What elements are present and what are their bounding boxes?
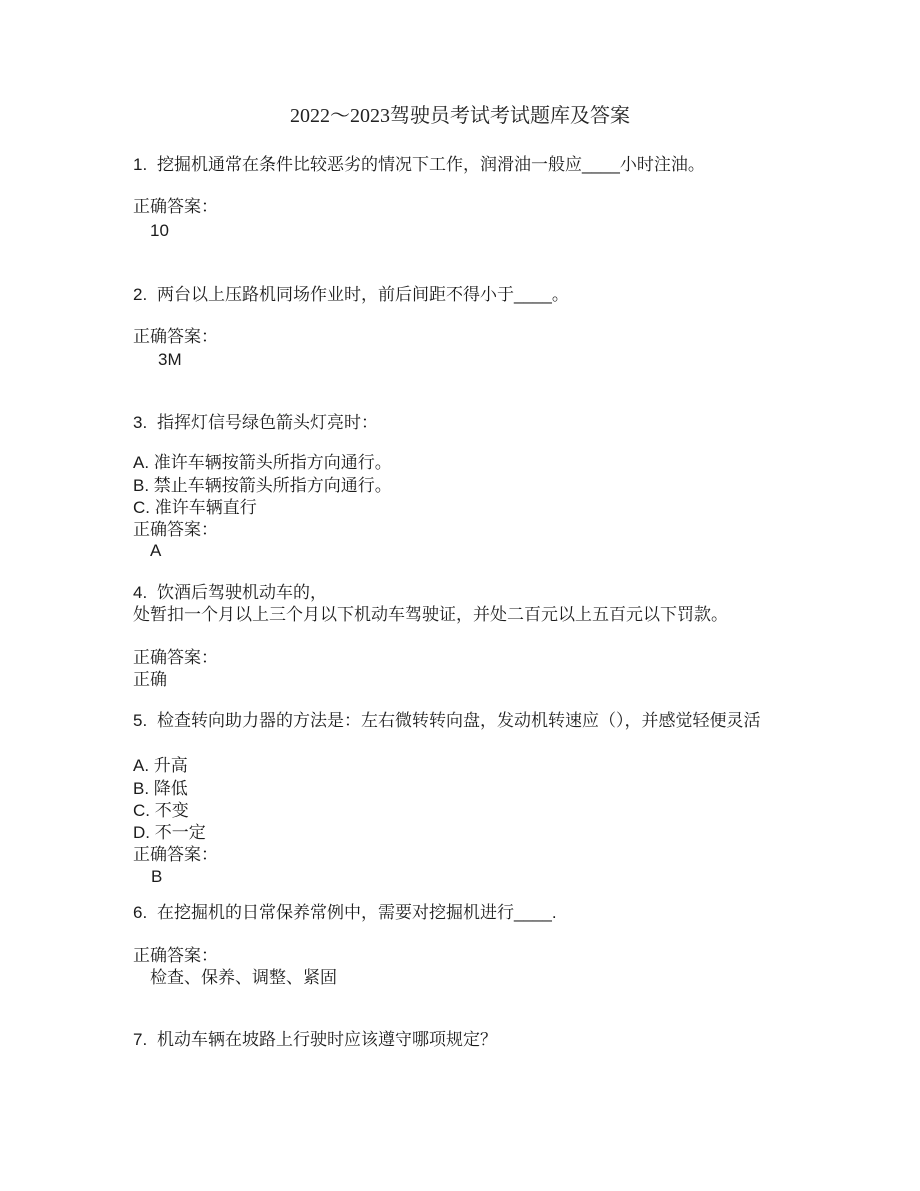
question-4 — [133, 582, 327, 604]
answer-value-1: 10 — [150, 221, 169, 240]
question-1-number: 1. — [133, 155, 148, 174]
question-3-option-a: A. 准许车辆按箭头所指方向通行。 — [133, 453, 392, 472]
question-5-option-c: C. 不变 — [133, 801, 189, 820]
question-5-option-b: B. 降低 — [133, 779, 188, 798]
question-4-number: 4. — [133, 583, 148, 602]
answer-label-3: 正确答案： — [133, 520, 218, 539]
answer-label-1: 正确答案： — [133, 197, 218, 216]
question-7 — [133, 1029, 497, 1051]
answer-value-5: B — [151, 867, 163, 886]
question-7-text: 机动车辆在坡路上行驶时应该遵守哪项规定？ — [157, 1030, 497, 1049]
answer-label-6: 正确答案： — [133, 946, 218, 965]
document-title: 2022～2023驾驶员考试考试题库及答案 — [290, 105, 630, 127]
answer-label-2: 正确答案： — [133, 327, 218, 346]
question-6 — [133, 902, 557, 924]
question-3-text: 指挥灯信号绿色箭头灯亮时： — [157, 413, 378, 432]
question-4-text: 饮酒后驾驶机动车的， — [157, 583, 327, 602]
question-7-number: 7. — [133, 1030, 148, 1049]
answer-value-2: 3M — [158, 350, 182, 369]
question-1-text: 挖掘机通常在条件比较恶劣的情况下工作，润滑油一般应____小时注油。 — [157, 155, 705, 174]
answer-label-5: 正确答案： — [133, 845, 218, 864]
question-5-option-d: D. 不一定 — [133, 823, 206, 842]
question-3-option-b: B. 禁止车辆按箭头所指方向通行。 — [133, 476, 392, 495]
question-2-number: 2. — [133, 285, 148, 304]
question-6-number: 6. — [133, 903, 148, 922]
question-2 — [133, 284, 569, 306]
question-3 — [133, 412, 378, 434]
answer-value-6: 检查、保养、调整、紧固 — [150, 968, 337, 987]
question-6-text: 在挖掘机的日常保养常例中，需要对挖掘机进行____. — [157, 903, 557, 922]
question-4-text-line2: 处暂扣一个月以上三个月以下机动车驾驶证，并处二百元以上五百元以下罚款。 — [133, 605, 728, 624]
question-5-text: 检查转向助力器的方法是：左右微转转向盘，发动机转速应（），并感觉轻便灵活 — [157, 711, 761, 730]
answer-value-3: A — [150, 541, 162, 560]
answer-value-4: 正确 — [133, 670, 167, 689]
question-5-option-a: A. 升高 — [133, 756, 188, 775]
question-3-number: 3. — [133, 413, 148, 432]
question-3-option-c: C. 准许车辆直行 — [133, 498, 257, 517]
question-5 — [133, 710, 761, 732]
question-5-number: 5. — [133, 711, 148, 730]
answer-label-4: 正确答案： — [133, 648, 218, 667]
question-2-text: 两台以上压路机同场作业时，前后间距不得小于____。 — [157, 285, 569, 304]
question-1 — [133, 154, 705, 176]
